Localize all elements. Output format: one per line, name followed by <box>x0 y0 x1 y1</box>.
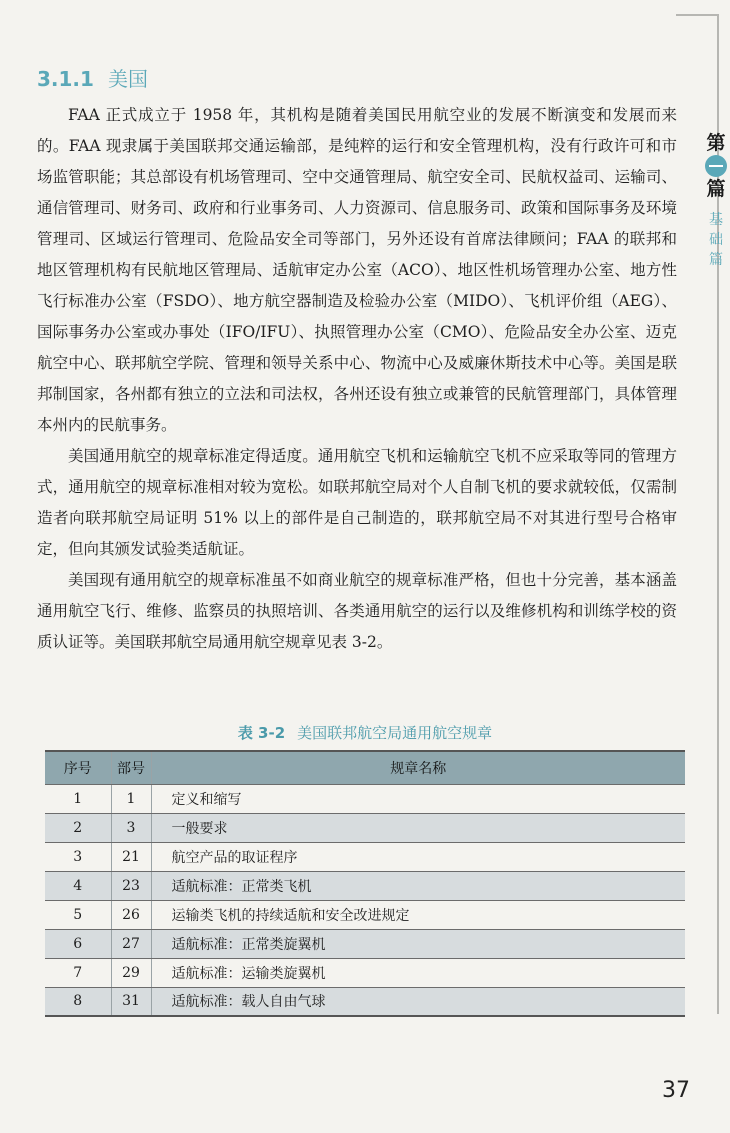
cell-name: 运输类飞机的持续适航和安全改进规定 <box>151 900 685 929</box>
cell-name: 适航标准：正常类旋翼机 <box>151 929 685 958</box>
section-heading <box>37 63 148 92</box>
table-row <box>45 813 685 842</box>
cell-part: 3 <box>111 813 151 842</box>
cell-serial: 6 <box>45 929 111 958</box>
cell-serial: 4 <box>45 871 111 900</box>
corner-rule-horizontal <box>676 14 718 16</box>
table-row <box>45 871 685 900</box>
side-tab-part-name: 基 础 篇 <box>709 212 723 268</box>
cell-part: 23 <box>111 871 151 900</box>
section-number: 3.1.1 <box>37 67 94 91</box>
cell-name: 适航标准：正常类飞机 <box>151 871 685 900</box>
header-name: 规章名称 <box>151 751 685 784</box>
paragraph-2: 美国通用航空的规章标准定得适度。通用航空飞机和运输航空飞机不应采取等同的管理方式，通用航空的规章标准相对较为宽松。如联邦航空局对个人自制飞机的要求就较低，仅需制造者向联邦航空局证明 51% 以上的部件是自己制造的，联邦航空局不对其进行型号合格审定，但向其颁发试验类适航证。 <box>37 447 677 558</box>
table-row <box>45 900 685 929</box>
table-row <box>45 842 685 871</box>
cell-part: 21 <box>111 842 151 871</box>
cell-serial: 3 <box>45 842 111 871</box>
table-caption-title: 美国联邦航空局通用航空规章 <box>297 724 493 742</box>
part-side-tab <box>698 132 730 270</box>
table-caption <box>0 722 730 743</box>
table-caption-number: 表 3-2 <box>237 724 286 742</box>
body-text <box>37 100 677 658</box>
regulations-table <box>45 750 685 1017</box>
cell-name: 定义和缩写 <box>151 784 685 813</box>
cell-serial: 8 <box>45 987 111 1016</box>
part-number-one-icon <box>705 155 727 177</box>
cell-serial: 7 <box>45 958 111 987</box>
cell-name: 航空产品的取证程序 <box>151 842 685 871</box>
header-serial: 序号 <box>45 751 111 784</box>
cell-name: 适航标准：运输类旋翼机 <box>151 958 685 987</box>
table-header-row <box>45 751 685 784</box>
cell-part: 29 <box>111 958 151 987</box>
cell-part: 27 <box>111 929 151 958</box>
cell-serial: 1 <box>45 784 111 813</box>
side-tab-char-2: 篇 <box>706 178 726 200</box>
table-row <box>45 987 685 1016</box>
cell-part: 26 <box>111 900 151 929</box>
table-row <box>45 929 685 958</box>
cell-name: 一般要求 <box>151 813 685 842</box>
cell-part: 1 <box>111 784 151 813</box>
paragraph-1: FAA 正式成立于 1958 年，其机构是随着美国民用航空业的发展不断演变和发展而来的。FAA 现隶属于美国联邦交通运输部，是纯粹的运行和安全管理机构，没有行政许可和市场监管职能；其总部设有机场管理司、空中交通管理局、航空安全司、民航权益司、运输司、通信管理司、财务司、政府和行业事务司、人力资源司、信息服务司、政策和国际事务及环境管理司、区域运行管理司、危险品安全司等部门，另外还设有首席法律顾问；FAA 的联邦和地区管理机构有民航地区管理局、适航审定办公室（ACO）、地区性机场管理办公室、地方性飞行标准办公室（FSDO）、地方航空器制造及检验办公室（MIDO）、飞机评价组（AEG）、国际事务办公室或办事处（IFO/IFU）、执照管理办公室（CMO）、危险品安全办公室、迈克航空中心、联邦航空学院、管理和领导关系中心、物流中心及威廉休斯技术中心等。美国是联邦制国家，各州都有独立的立法和司法权，各州还设有独立或兼管的民航管理部门，具体管理本州内的民航事务。 <box>37 106 677 434</box>
cell-serial: 5 <box>45 900 111 929</box>
table-row <box>45 784 685 813</box>
header-part: 部号 <box>111 751 151 784</box>
cell-part: 31 <box>111 987 151 1016</box>
section-title: 美国 <box>107 67 148 91</box>
page-number: 37 <box>662 1078 690 1103</box>
cell-serial: 2 <box>45 813 111 842</box>
paragraph-3: 美国现有通用航空的规章标准虽不如商业航空的规章标准严格，但也十分完善，基本涵盖通用航空飞行、维修、监察员的执照培训、各类通用航空的运行以及维修机构和训练学校的资质认证等。美国联邦航空局通用航空规章见表 3-2。 <box>37 571 677 651</box>
table-row <box>45 958 685 987</box>
cell-name: 适航标准：载人自由气球 <box>151 987 685 1016</box>
side-tab-char-1: 第 <box>706 132 726 154</box>
